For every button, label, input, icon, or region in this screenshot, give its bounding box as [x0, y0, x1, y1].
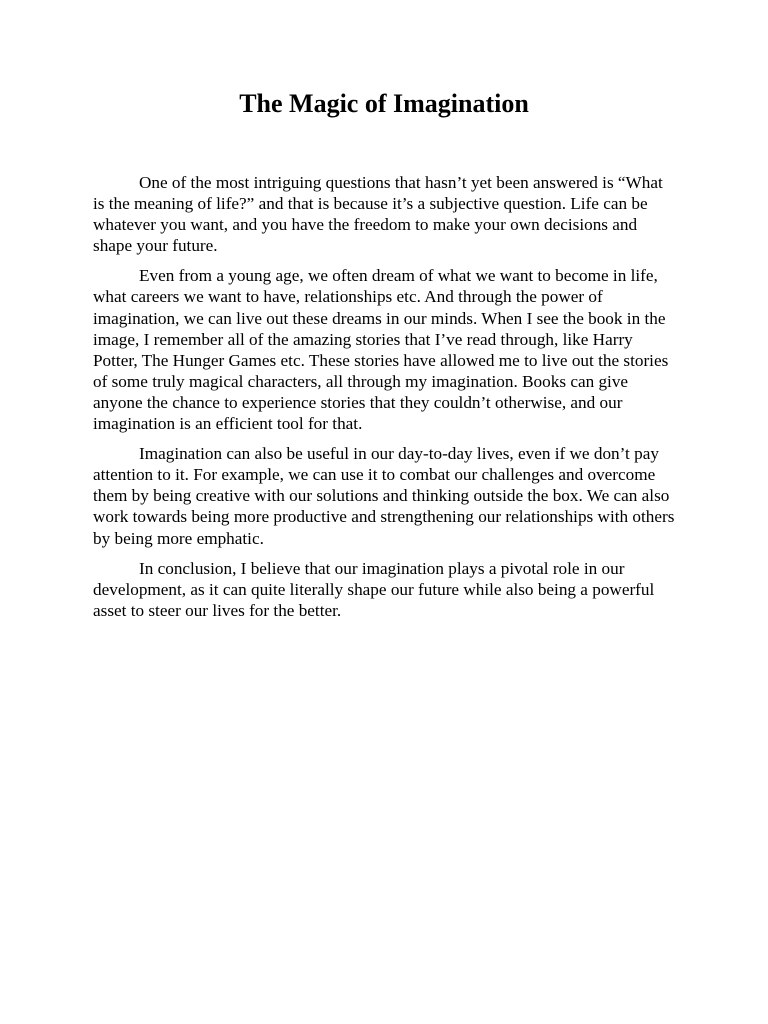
paragraph-daily-life: Imagination can also be useful in our day-to-day lives, even if we don’t pay attention to it. For example, we can use it to combat our challenges and overcome them by being creative with our solutions and thinking outside the box. We can also work towards being more productive and strengthening our relationships with others by being more emphatic.	[93, 444, 675, 548]
document-body	[93, 172, 675, 630]
paragraph-intro: One of the most intriguing questions that hasn’t yet been answered is “What is the meaning of life?” and that is because it’s a subjective question. Life can be whatever you want, and you have the freedom to make your own decisions and shape your future.	[93, 173, 663, 256]
paragraph-dreams: Even from a young age, we often dream of what we want to become in life, what careers we want to have, relationships etc. And through the power of imagination, we can live out these dreams in our minds. When I see the book in the image, I remember all of the amazing stories that I’ve read through, like Harry Potter, The Hunger Games etc. These stories have allowed me to live out the stories of some truly magical characters, all through my imagination. Books can give anyone the chance to experience stories that they couldn’t otherwise, and our imagination is an efficient tool for that.	[93, 266, 669, 434]
document-title: The Magic of Imagination	[239, 89, 529, 118]
paragraph-conclusion: In conclusion, I believe that our imagination plays a pivotal role in our development, as it can quite literally shape our future while also being a powerful asset to steer our lives for the better.	[93, 558, 655, 620]
